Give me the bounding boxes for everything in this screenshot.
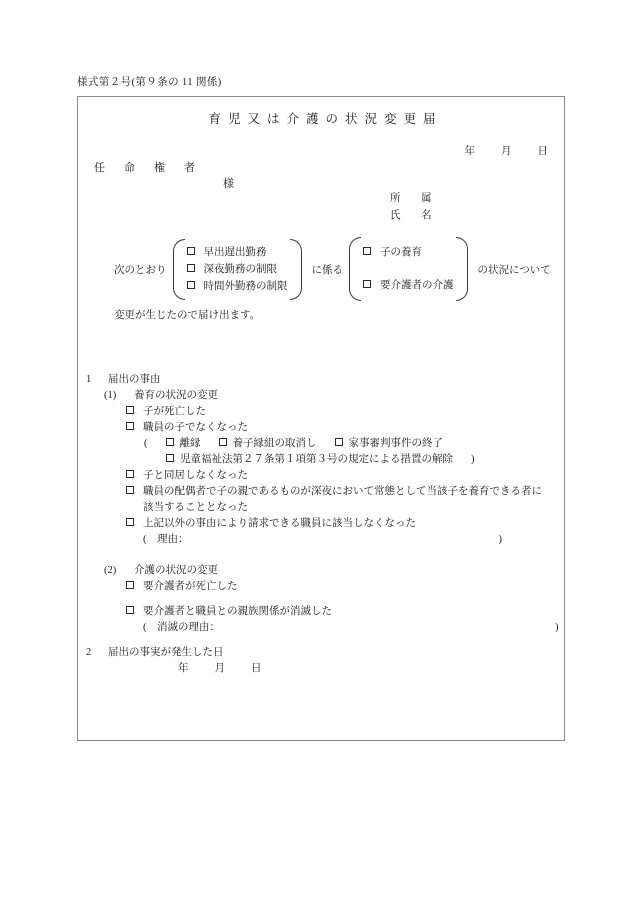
checkbox-option-night-work-limit[interactable] [187, 261, 288, 278]
nested-reason-row-1 [144, 436, 566, 452]
event-date-month: 月 [214, 663, 225, 674]
reason-label: ( 消滅の理由： [143, 622, 220, 633]
checkbox-icon[interactable] [187, 281, 195, 289]
reason-paren-close: ) [555, 622, 559, 633]
selection-tail: の状況について [477, 264, 551, 276]
nested-label-child-welfare-act: 児童福祉法第２７条第１項第３号の規定による措置の解除 [180, 454, 453, 465]
selection-row [78, 237, 566, 301]
affiliation-label: 所 属 [390, 193, 437, 204]
nested-label-family-case-end: 家事審判事件の終了 [348, 438, 443, 449]
selection-lead: 次のとおり [114, 264, 167, 276]
submission-date-month: 月 [501, 146, 512, 157]
checkbox-icon[interactable] [166, 454, 174, 462]
submission-date-day: 日 [537, 146, 548, 157]
option-label: 深夜勤務の制限 [203, 263, 277, 275]
checkbox-icon[interactable] [363, 280, 371, 288]
checkbox-icon[interactable] [126, 518, 134, 526]
bracket-right-work [290, 239, 302, 300]
checkbox-option-overtime-limit[interactable] [187, 278, 288, 295]
checkbox-label: 要介護者が死亡した [143, 581, 238, 592]
checkbox-icon[interactable] [187, 247, 195, 255]
work-options-list [187, 239, 288, 300]
nested-label-divorce-adoption: 離縁 [179, 438, 201, 449]
checkbox-icon[interactable] [126, 486, 134, 494]
option-label: 時間外勤務の制限 [203, 280, 288, 292]
checkbox-icon[interactable] [166, 438, 174, 446]
name-label: 氏 名 [390, 210, 437, 221]
checkbox-relationship-ended[interactable] [126, 604, 566, 620]
option-label: 要介護者の介護 [380, 280, 454, 291]
checkbox-icon[interactable] [126, 470, 134, 478]
reason-input-row-2[interactable] [143, 620, 566, 636]
form-number: 様式第２号(第９条の 11 関係) [77, 77, 222, 88]
form-frame [77, 96, 565, 741]
care-options-list [363, 237, 454, 301]
paren-open: ( [144, 438, 148, 449]
checkbox-icon[interactable] [219, 438, 227, 446]
subsection-1-heading [104, 388, 566, 404]
checkbox-no-longer-employee-child[interactable] [126, 420, 566, 436]
declaration-statement: 変更が生じたので届け出ます。 [114, 310, 261, 321]
checkbox-option-child-rearing[interactable] [363, 244, 454, 261]
bracket-right-care [456, 237, 468, 301]
paren-close: ) [471, 454, 475, 465]
checkbox-icon[interactable] [126, 406, 134, 414]
submission-date-line [465, 143, 549, 158]
checkbox-spouse-can-care[interactable] [126, 484, 566, 516]
subsection-1-title: 養育の状況の変更 [134, 390, 218, 401]
section-1-number: 1 [86, 374, 92, 385]
checkbox-child-deceased[interactable] [126, 404, 566, 420]
checkbox-icon[interactable] [126, 422, 134, 430]
subsection-1-number: (1) [104, 390, 117, 401]
section-1-title: 届出の事由 [108, 374, 161, 385]
checkbox-icon[interactable] [126, 606, 134, 614]
event-date-day: 日 [251, 663, 262, 674]
section-2-number: 2 [86, 647, 92, 658]
section-1-heading [86, 372, 566, 388]
reason-input-row-1[interactable] [143, 532, 566, 548]
bracket-left-work [173, 239, 185, 300]
selection-group-work [173, 239, 302, 300]
checkbox-label-line2: 該当することとなった [143, 502, 248, 513]
addressee-honorific: 様 [223, 178, 234, 190]
page-title: 育児又は介護の状況変更届 [208, 112, 443, 126]
option-label: 早出遅出勤務 [203, 246, 267, 258]
section-2-title: 届出の事実が発生した日 [108, 647, 224, 658]
addressee-label: 任 命 権 者 [94, 162, 199, 174]
subsection-2-heading [104, 563, 566, 579]
submitter-block [390, 190, 437, 224]
reason-label: ( 理由： [143, 534, 189, 545]
event-date-year: 年 [178, 663, 189, 674]
checkbox-icon[interactable] [126, 581, 134, 589]
section-2-heading [86, 645, 566, 661]
event-date-line[interactable] [178, 661, 566, 677]
checkbox-label-line1: 職員の配偶者で子の親であるものが深夜において常態として当該子を養育できる者に [143, 486, 542, 497]
option-label: 子の養育 [380, 247, 422, 258]
checkbox-label: 要介護者と職員との親族関係が消滅した [143, 606, 332, 617]
checkbox-icon[interactable] [363, 247, 371, 255]
bracket-left-care [349, 237, 361, 301]
checkbox-label: 上記以外の事由により請求できる職員に該当しなくなった [143, 518, 416, 529]
selection-group-care [349, 237, 468, 301]
form-frame-inner [78, 97, 566, 742]
checkbox-option-nursing-care[interactable] [363, 277, 454, 294]
reason-paren-close: ) [498, 534, 502, 545]
checkbox-label: 子が死亡した [143, 406, 206, 417]
checkbox-icon[interactable] [335, 438, 343, 446]
checkbox-care-recipient-deceased[interactable] [126, 579, 566, 595]
checkbox-other-reason[interactable] [126, 516, 566, 532]
checkbox-label: 職員の子でなくなった [143, 422, 248, 433]
checkbox-option-early-late-work[interactable] [187, 244, 288, 261]
nested-reason-row-2 [166, 452, 566, 468]
checkbox-label: 子と同居しなくなった [143, 470, 248, 481]
checkbox-icon[interactable] [187, 264, 195, 272]
subsection-2-title: 介護の状況の変更 [134, 565, 218, 576]
checkbox-not-cohabiting[interactable] [126, 468, 566, 484]
form-body [78, 372, 566, 677]
nested-label-adoption-cancel: 養子縁組の取消し [232, 438, 317, 449]
selection-connector: に係る [311, 264, 343, 276]
submission-date-year: 年 [464, 146, 475, 157]
subsection-2-number: (2) [104, 565, 117, 576]
